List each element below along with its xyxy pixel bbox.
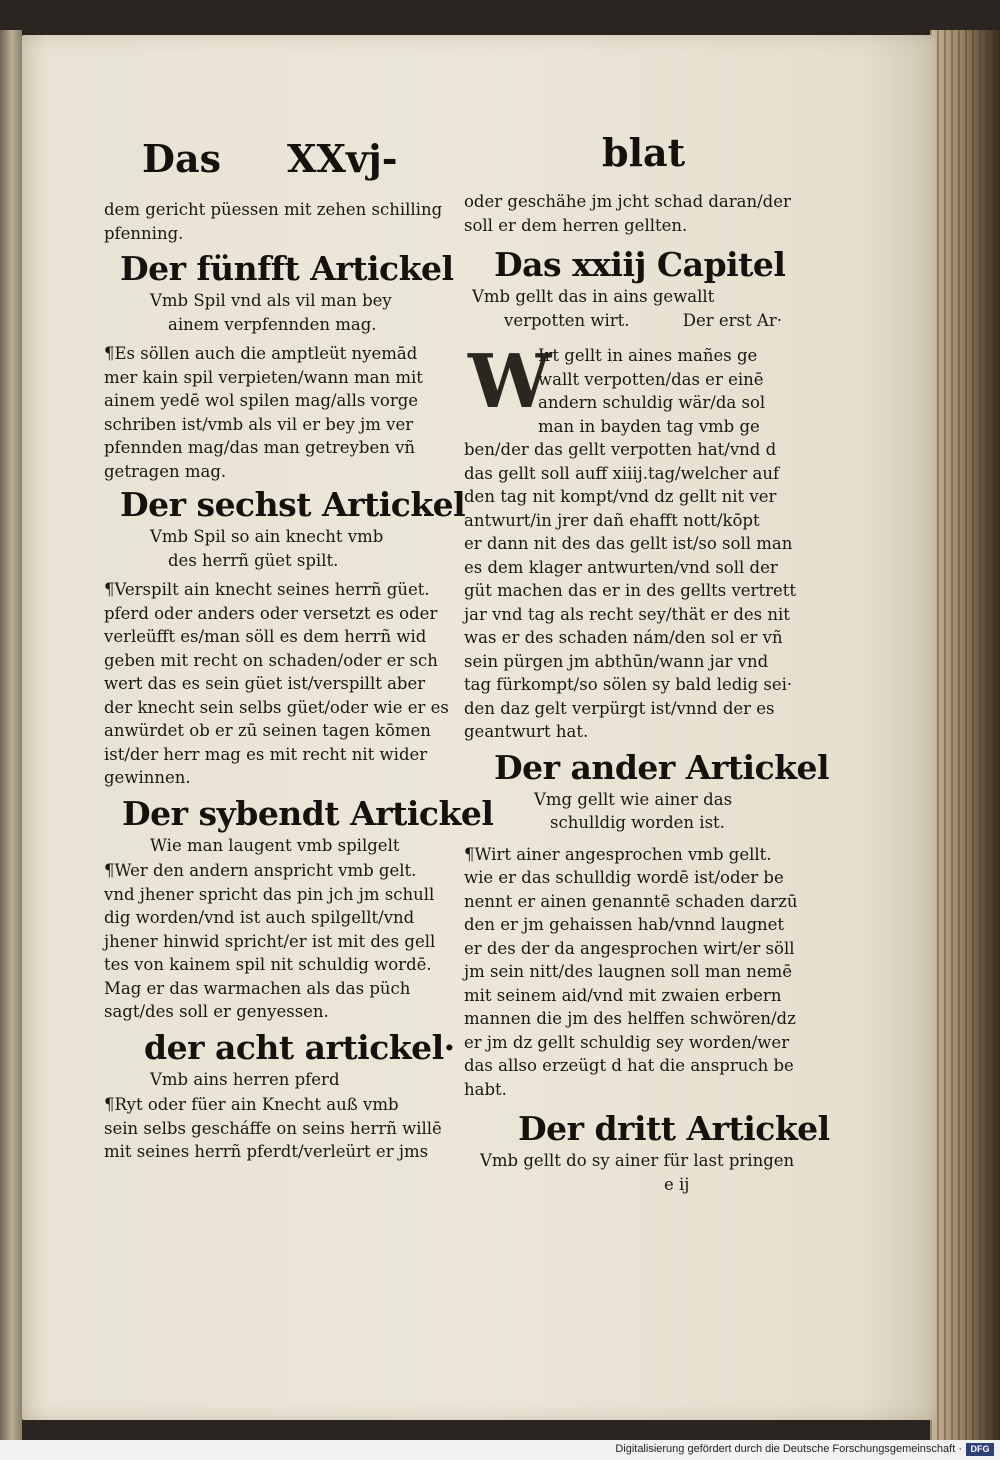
- text-line: der knecht sein selbs güet/oder wie er es: [104, 697, 449, 717]
- section-body: [104, 859, 464, 1024]
- section-body: [104, 342, 464, 483]
- text-line: ist/der herr mag es mit recht nit wider: [104, 744, 428, 764]
- text-line: dig worden/vnd ist auch spilgellt/vnd: [104, 908, 415, 927]
- text-line: ¶Verspilt ain knecht seines herrñ güet.: [104, 580, 430, 599]
- text-line: güt machen das er in des gellts vertrett: [464, 581, 796, 600]
- text-line: geantwurt hat.: [464, 722, 589, 741]
- dfg-logo-icon: DFG: [966, 1443, 994, 1456]
- text-line: man in bayden tag vmb ge: [538, 416, 760, 436]
- text-line: antwurt/in jrer dañ ehafft nott/kōpt: [464, 510, 760, 530]
- text-line: vnd jhener spricht das pin jch jm schull: [104, 884, 435, 904]
- section-subtitle: schulldig worden ist.: [550, 813, 725, 832]
- text-line: schriben ist/vmb als vil er bey jm ver: [104, 414, 414, 434]
- text-line: pferd oder anders oder versetzt es oder: [104, 603, 438, 623]
- text-line: jar vnd tag als recht sey/thät er des nit: [464, 604, 790, 624]
- running-head-right: blat: [602, 130, 686, 175]
- text-line: soll er dem herren gellten.: [464, 215, 688, 235]
- chapter-subtitle: Vmb gellt das in ains gewallt: [472, 287, 715, 306]
- text-line: dem gericht püessen mit zehen schilling: [104, 200, 443, 219]
- text-line: ainem yedē wol spilen mag/alls vorge: [104, 391, 419, 410]
- text-line: den er jm gehaissen hab/vnnd laugnet: [464, 915, 785, 934]
- section-body: [104, 578, 464, 790]
- right-column: [464, 190, 830, 1196]
- section-subtitle: Vmb ains herren pferd: [150, 1069, 340, 1089]
- text-line: das allso erzeügt d hat die anspruch be: [464, 1056, 794, 1075]
- text-line: geben mit recht on schaden/oder er sch: [104, 650, 438, 670]
- text-line: er jm dz gellt schuldig sey worden/wer: [464, 1032, 790, 1052]
- text-line: ¶Wer den andern anspricht vmb gelt.: [104, 861, 417, 880]
- section-subtitle: ainem verpfennden mag.: [168, 314, 377, 334]
- chapter-opening: [464, 344, 822, 438]
- chapter-subtitle-row: [464, 309, 822, 333]
- text-line: pfennden mag/das man getreyben vñ: [104, 438, 416, 457]
- text-line: anwürdet ob er zū seinen tagen kōmen: [104, 721, 431, 740]
- text-line: sagt/des soll er genyessen.: [104, 1002, 329, 1021]
- section-heading: Der sechst Artickel: [120, 485, 466, 524]
- text-line: es dem klager antwurten/vnd soll der: [464, 557, 778, 577]
- text-line: ben/der das gellt verpotten hat/vnd d: [464, 440, 777, 459]
- section-subtitle: Vmb gellt do sy ainer für last pringen: [480, 1151, 795, 1170]
- text-line: mit seinem aid/vnd mit zwaien erbern: [464, 985, 782, 1005]
- text-line: verleüfft es/man söll es dem herrñ wid: [104, 627, 427, 646]
- text-line: tag fürkompt/so sölen sy bald ledig sei·: [464, 675, 793, 694]
- text-line: wallt verpotten/das er einē: [538, 369, 764, 389]
- text-line: pfenning.: [104, 223, 184, 243]
- section-body: [464, 843, 822, 1102]
- section-heading: Der dritt Artickel: [518, 1109, 830, 1148]
- book-fore-edge: [930, 30, 1000, 1440]
- text-line: tes von kainem spil nit schuldig wordē.: [104, 955, 432, 974]
- first-article-marker: Der erst Ar·: [682, 310, 782, 330]
- book-page: [22, 35, 936, 1420]
- section-subtitle: Vmg gellt wie ainer das: [534, 789, 733, 809]
- section-subtitle: Wie man laugent vmb spilgelt: [150, 835, 400, 855]
- text-line: andern schuldig wär/da sol: [538, 393, 766, 412]
- chapter-subtitle: verpotten wirt.: [504, 310, 630, 330]
- text-line: gewinnen.: [104, 768, 191, 787]
- text-line: er des der da angesprochen wirt/er söll: [464, 938, 795, 958]
- section-heading: der acht artickel·: [144, 1027, 455, 1067]
- funding-credit: Digitalisierung gefördert durch die Deutsche Forschungsgemeinschaft ·: [615, 1443, 962, 1455]
- text-line: ¶Es söllen auch die amptleüt nyemād: [104, 344, 418, 363]
- facing-page-edge: [0, 30, 22, 1440]
- text-line: Irt gellt in aines mañes ge: [538, 346, 758, 365]
- running-head-folio: XXvj-: [287, 136, 398, 181]
- text-line: den tag nit kompt/vnd dz gellt nit ver: [464, 487, 777, 506]
- text-line: sein pürgen jm abthūn/wann jar vnd: [464, 651, 769, 671]
- section-subtitle: des herrñ güet spilt.: [168, 550, 339, 570]
- text-line: jm sein nitt/des laugnen soll man nemē: [464, 962, 793, 981]
- text-line: das gellt soll auff xiiij.tag/welcher auf: [464, 463, 780, 483]
- text-line: er dann nit des das gellt ist/so soll man: [464, 534, 793, 553]
- text-line: habt.: [464, 1079, 507, 1099]
- section-heading: Der sybendt Artickel: [122, 793, 494, 833]
- signature-mark: e ij: [664, 1174, 690, 1194]
- text-line: ¶Wirt ainer angesprochen vmb gellt.: [464, 844, 772, 864]
- running-head-left: Das: [142, 136, 221, 181]
- decorated-initial: W: [468, 344, 552, 425]
- section-heading: Der ander Artickel: [494, 747, 830, 787]
- text-line: wie er das schulldig wordē ist/oder be: [464, 868, 784, 887]
- section-subtitle: Vmb Spil so ain knecht vmb: [150, 527, 384, 546]
- section-body: [104, 1093, 464, 1164]
- text-line: oder geschähe jm jcht schad daran/der: [464, 192, 791, 211]
- text-line: mer kain spil verpieten/wann man mit: [104, 367, 423, 387]
- chapter-body: [464, 438, 822, 744]
- text-line: jhener hinwid spricht/er ist mit des gell: [104, 931, 436, 951]
- section-heading: Der fünfft Artickel: [120, 249, 454, 288]
- text-line: sein selbs gescháffe on seins herrñ willē: [104, 1118, 442, 1138]
- section-subtitle: Vmb Spil vnd als vil man bey: [150, 291, 392, 310]
- text-line: getragen mag.: [104, 461, 227, 481]
- text-line: was er des schaden nám/den sol er vñ: [464, 628, 783, 647]
- text-line: den daz gelt verpürgt ist/vnnd der es: [464, 698, 775, 718]
- text-line: Mag er das warmachen als das püch: [104, 978, 411, 998]
- text-line: ¶Ryt oder füer ain Knecht auß vmb: [104, 1095, 399, 1114]
- text-line: wert das es sein güet ist/verspillt aber: [104, 674, 426, 693]
- text-line: mit seines herrñ pferdt/verleürt er jms: [104, 1142, 429, 1161]
- chapter-heading: Das xxiij Capitel: [494, 245, 786, 284]
- text-line: mannen die jm des helffen schwören/dz: [464, 1009, 796, 1028]
- text-line: nennt er ainen genanntē schaden darzū: [464, 891, 798, 911]
